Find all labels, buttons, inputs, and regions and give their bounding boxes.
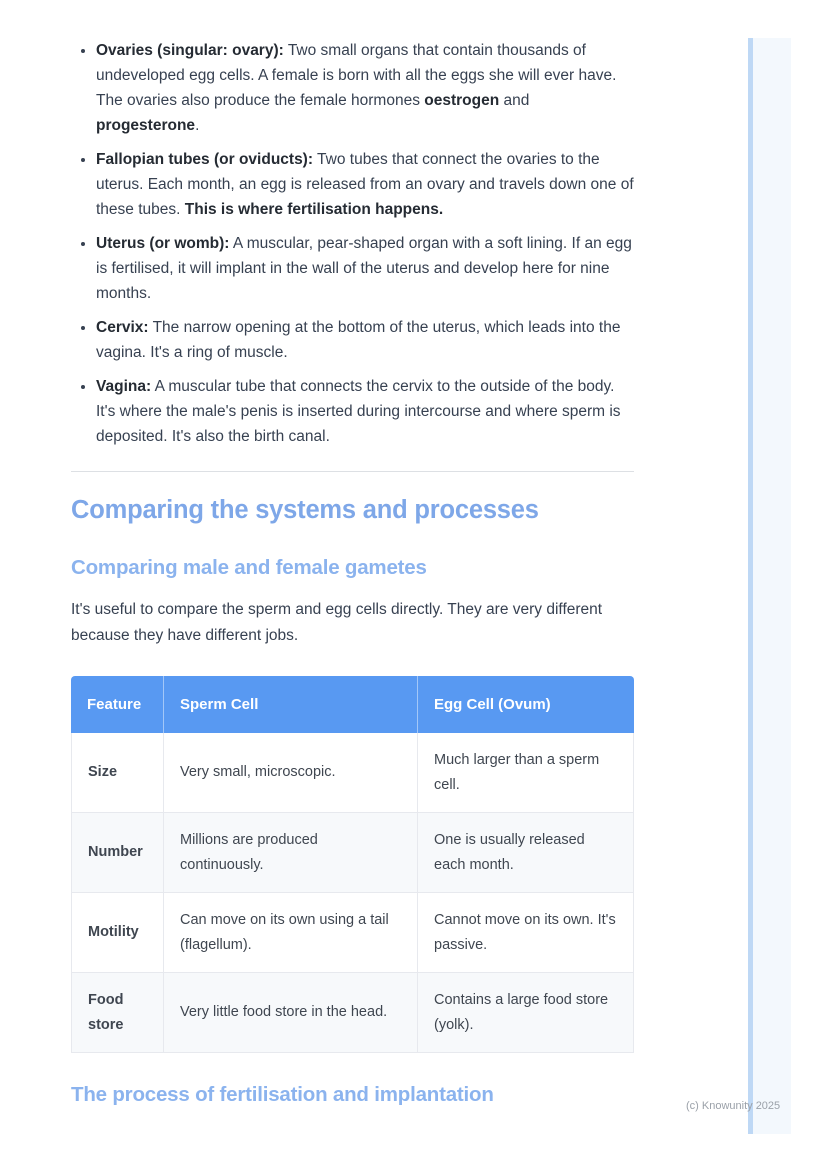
list-item (96, 374, 634, 449)
sperm-cell-value: Millions are produced continuously. (163, 813, 417, 893)
table-row (71, 813, 634, 893)
list-item-text: A muscular tube that connects the cervix to the outside of the body. It's where the male's penis is inserted during intercourse and where sperm is deposited. It's also the birth canal. (96, 378, 621, 445)
table-header-row (71, 676, 634, 733)
sperm-cell-value: Very small, microscopic. (163, 733, 417, 813)
subsection-heading-fertilisation: The process of fertilisation and implantation (71, 1083, 494, 1106)
section-divider (71, 471, 634, 472)
bold-term: progesterone (96, 117, 196, 134)
egg-cell-value: One is usually released each month. (417, 813, 634, 893)
row-feature-label: Motility (71, 893, 163, 973)
egg-cell-value: Cannot move on its own. It's passive. (417, 893, 634, 973)
list-item-text: A muscular, pear-shaped organ with a soft lining. If an egg is fertilised, it will implant in the wall of the uterus and develop here for nine months. (96, 235, 632, 302)
egg-cell-value: Much larger than a sperm cell. (417, 733, 634, 813)
term-label: Cervix: (96, 319, 149, 336)
gametes-table-wrap (71, 676, 634, 1053)
term-label: Uterus (or womb): (96, 235, 230, 252)
column-header-feature: Feature (71, 676, 163, 733)
term-label: Vagina: (96, 378, 152, 395)
list-item (96, 315, 634, 365)
term-label: Fallopian tubes (or oviducts): (96, 151, 314, 168)
list-item-text: Two small organs that contain thousands of undeveloped egg cells. A female is born with all the eggs she will ever have. The ovaries also produce the female hormones (96, 42, 617, 109)
row-feature-label: Number (71, 813, 163, 893)
list-item-text: and (499, 92, 530, 109)
column-header-egg: Egg Cell (Ovum) (417, 676, 634, 733)
bold-phrase: This is where fertilisation happens. (184, 201, 444, 218)
list-item (96, 231, 634, 306)
subsection-heading-gametes: Comparing male and female gametes (71, 556, 427, 579)
bold-term: oestrogen (424, 92, 500, 109)
term-label: Ovaries (singular: ovary): (96, 42, 284, 59)
list-item-text: The narrow opening at the bottom of the uterus, which leads into the vagina. It's a ring of muscle. (96, 319, 621, 361)
document-content (71, 38, 634, 1107)
watermark: (c) Knowunity 2025 (686, 1100, 781, 1112)
anatomy-list (71, 38, 634, 449)
intro-paragraph: It's useful to compare the sperm and egg cells directly. They are very different because they have different jobs. (71, 601, 603, 644)
list-item-text: . (195, 117, 200, 134)
gametes-comparison-table (71, 676, 634, 1053)
table-row (71, 733, 634, 813)
list-item (96, 38, 634, 138)
sperm-cell-value: Very little food store in the head. (163, 973, 417, 1053)
table-row (71, 893, 634, 973)
list-item (96, 147, 634, 222)
sperm-cell-value: Can move on its own using a tail (flagellum). (163, 893, 417, 973)
row-feature-label: Food store (71, 973, 163, 1053)
list-item-text: Two tubes that connect the ovaries to the uterus. Each month, an egg is released from an ovary and travels down one of these tubes. (96, 151, 634, 218)
table-row (71, 973, 634, 1053)
row-feature-label: Size (71, 733, 163, 813)
section-heading-comparing: Comparing the systems and processes (71, 496, 539, 524)
column-header-sperm: Sperm Cell (163, 676, 417, 733)
next-page-edge (748, 38, 791, 1134)
egg-cell-value: Contains a large food store (yolk). (417, 973, 634, 1053)
